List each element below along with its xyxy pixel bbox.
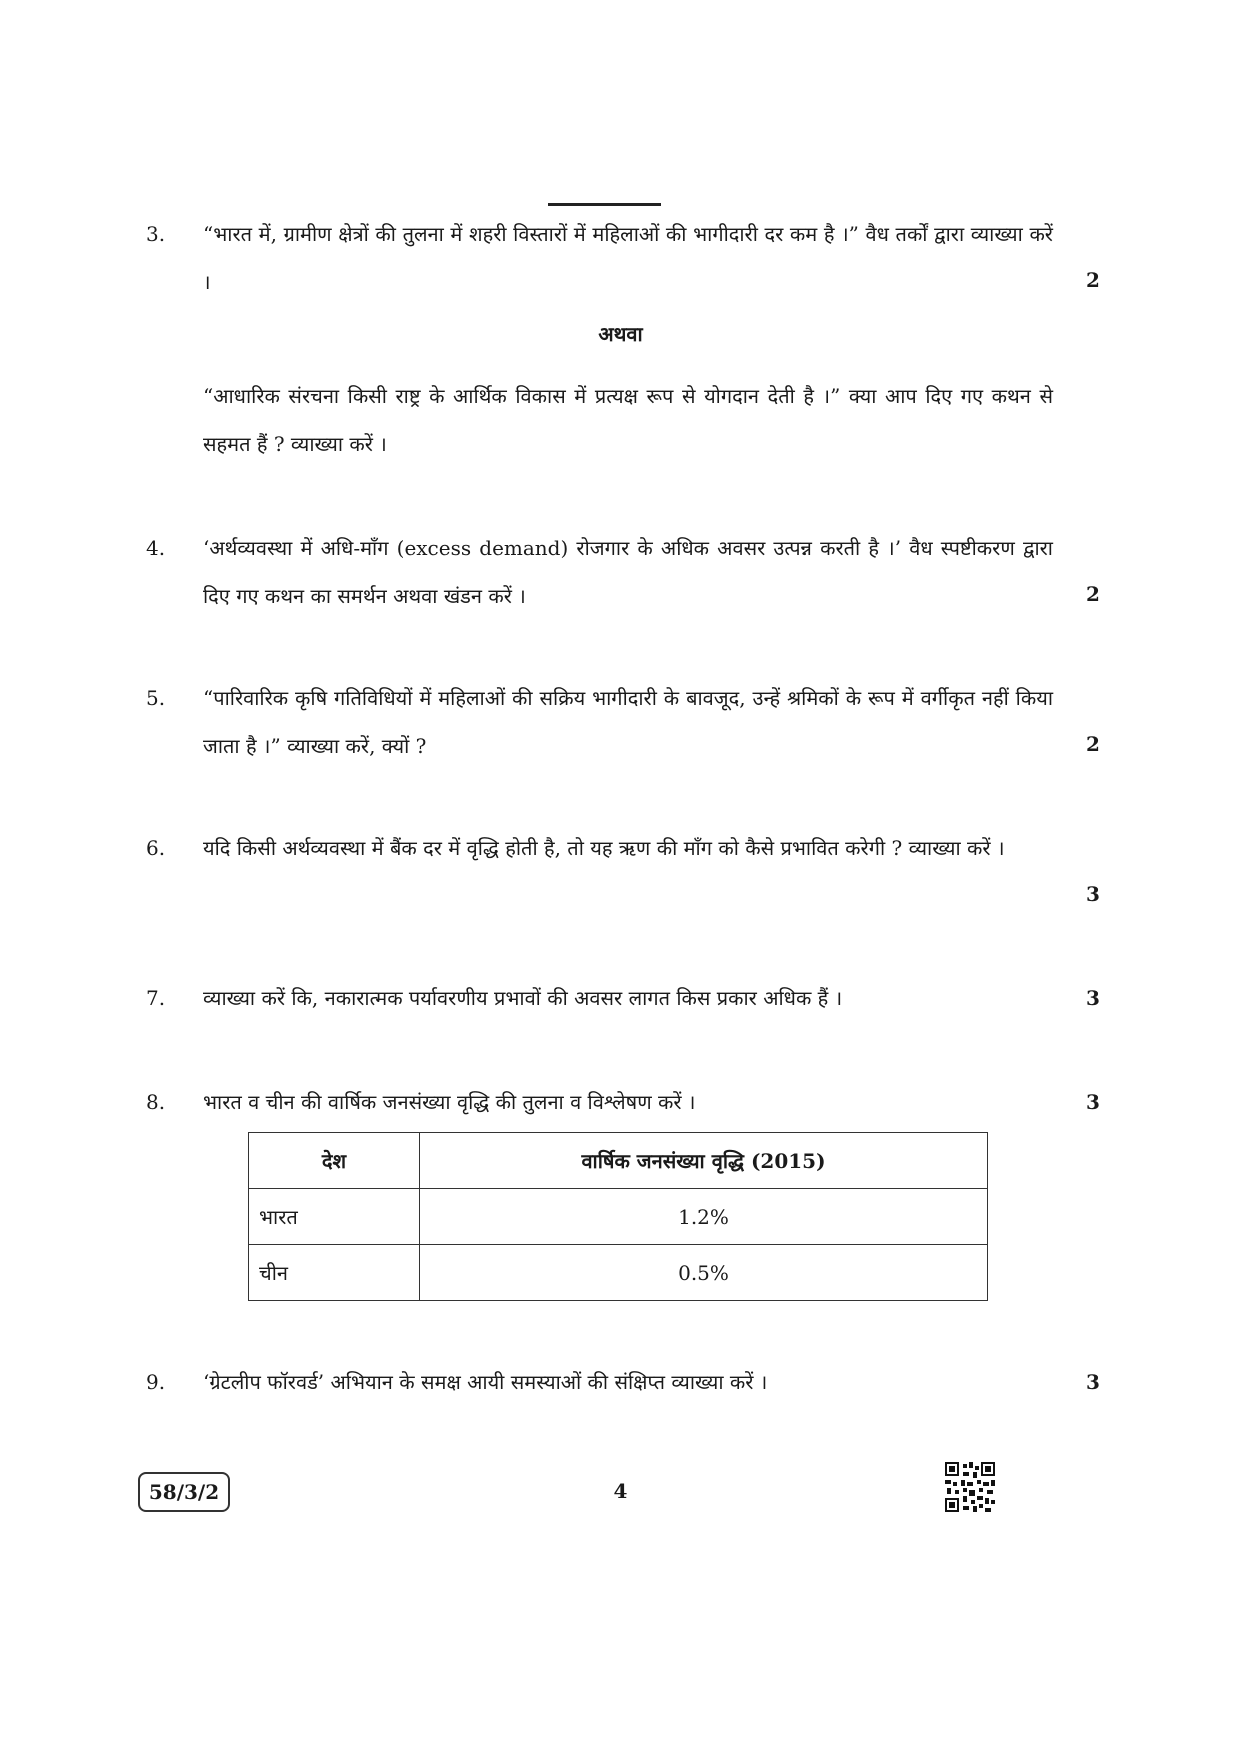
question-4-text: ‘अर्थव्यवस्था में अधि-माँग (excess demand) रोजगार के अधिक अवसर उत्पन्न करती है ।’ वैध स्पष्टीकरण द्वारा दिए गए कथन का समर्थन अथवा खंडन करें ।: [203, 536, 1053, 608]
question-7-text: व्याख्या करें कि, नकारात्मक पर्यावरणीय प्रभावों की अवसर लागत किस प्रकार अधिक हैं ।: [203, 986, 843, 1010]
question-6-number: 6.: [146, 836, 166, 860]
question-4-number: 4.: [146, 536, 166, 560]
question-7-number: 7.: [146, 986, 166, 1010]
table-row: [249, 1245, 988, 1301]
table-header-growth: वार्षिक जनसंख्या वृद्धि (2015): [420, 1133, 988, 1189]
question-3-marks: 2: [1086, 268, 1100, 292]
question-3-number: 3.: [146, 222, 166, 246]
question-9-text: ‘ग्रेटलीप फॉरवर्ड’ अभियान के समक्ष आयी समस्याओं की संक्षिप्त व्याख्या करें ।: [203, 1370, 768, 1394]
question-9-marks: 3: [1086, 1370, 1100, 1394]
or-label: अथवा: [598, 322, 643, 346]
question-5-text: “पारिवारिक कृषि गतिविधियों में महिलाओं की सक्रिय भागीदारी के बावजूद, उन्हें श्रमिकों के रूप में वर्गीकृत नहीं किया जाता है ।” व्याख्या करें, क्यों ?: [203, 686, 1053, 758]
question-8-marks: 3: [1086, 1090, 1100, 1114]
question-3-alternative-text: “आधारिक संरचना किसी राष्ट्र के आर्थिक विकास में प्रत्यक्ष रूप से योगदान देती है ।” क्या आप दिए गए कथन से सहमत हैं ? व्याख्या करें ।: [203, 384, 1053, 456]
population-growth-table: [248, 1132, 988, 1301]
table-cell-growth: 1.2%: [420, 1189, 988, 1245]
table-row: [249, 1189, 988, 1245]
table-header-country: देश: [249, 1133, 420, 1189]
question-4-marks: 2: [1086, 582, 1100, 606]
table-cell-country: भारत: [249, 1189, 420, 1245]
top-rule: [548, 203, 661, 206]
question-7-marks: 3: [1086, 986, 1100, 1010]
question-9-number: 9.: [146, 1370, 166, 1394]
question-5-number: 5.: [146, 686, 166, 710]
page-number: 4: [613, 1479, 628, 1503]
question-8-number: 8.: [146, 1090, 166, 1114]
question-6-marks: 3: [1086, 882, 1100, 906]
paper-code-badge: 58/3/2: [138, 1472, 230, 1512]
question-3-text: “भारत में, ग्रामीण क्षेत्रों की तुलना में शहरी विस्तारों में महिलाओं की भागीदारी दर कम है ।” वैध तर्कों द्वारा व्याख्या करें ।: [203, 222, 1053, 294]
qr-code-icon: [945, 1462, 995, 1512]
question-5-marks: 2: [1086, 732, 1100, 756]
question-6-text: यदि किसी अर्थव्यवस्था में बैंक दर में वृद्धि होती है, तो यह ऋण की माँग को कैसे प्रभावित करेगी ? व्याख्या करें ।: [203, 836, 1005, 860]
table-cell-growth: 0.5%: [420, 1245, 988, 1301]
table-cell-country: चीन: [249, 1245, 420, 1301]
table-header-row: [249, 1133, 988, 1189]
question-8-text: भारत व चीन की वार्षिक जनसंख्या वृद्धि की तुलना व विश्लेषण करें ।: [203, 1090, 696, 1114]
